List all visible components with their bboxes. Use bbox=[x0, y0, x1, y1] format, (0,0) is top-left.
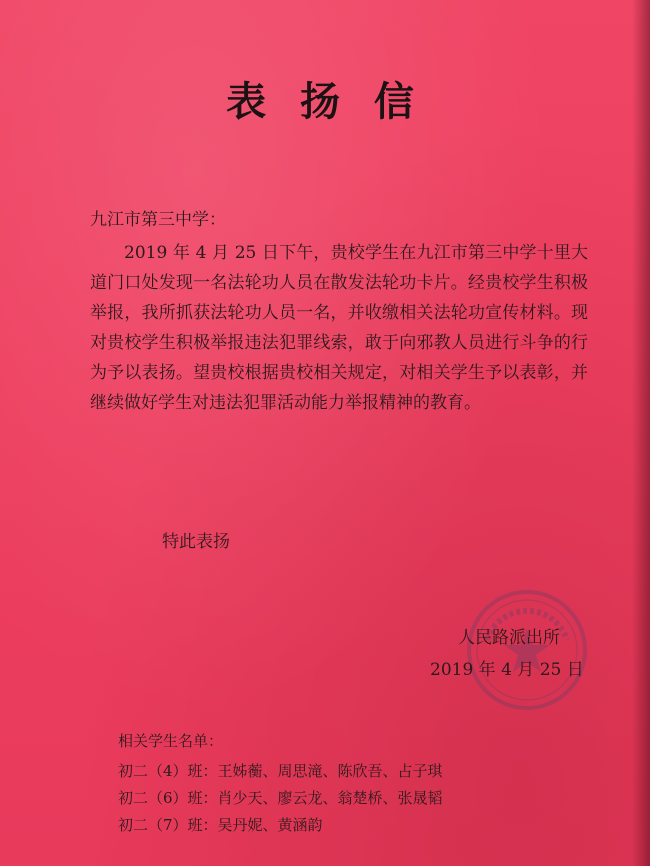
student-class-row: 初二（6）班：肖少天、廖云龙、翁楚桥、张晟韬 bbox=[118, 789, 443, 807]
letter-body: 2019 年 4 月 25 日下午，贵校学生在九江市第三中学十里大道门口处发现一名法轮功人员在散发法轮功卡片。经贵校学生积极举报，我所抓获法轮功人员一名，并收缴相关法轮功宣传材料。现对贵校学生积极举报违法犯罪线索，敢于向邪教人员进行斗争的行为予以表扬。望贵校根据贵校相关规定，对相关学生予以表彰，并继续做好学生对违法犯罪活动能力举报精神的教育。 bbox=[90, 243, 588, 413]
letter-salutation: 九江市第三中学： bbox=[90, 210, 226, 230]
signer-organization: 人民路派出所 bbox=[458, 628, 560, 648]
letter-closing: 特此表扬 bbox=[162, 532, 230, 552]
official-seal-stamp bbox=[462, 585, 592, 715]
letter-date: 2019 年 4 月 25 日 bbox=[430, 660, 584, 680]
student-class-row: 初二（7）班：吴丹妮、黄涵韵 bbox=[118, 816, 323, 834]
students-list-heading: 相关学生名单： bbox=[118, 732, 224, 750]
letter-title: 表 扬 信 bbox=[226, 78, 424, 125]
student-class-row: 初二（4）班：王姊蘅、周思滝、陈欣吾、占子琪 bbox=[118, 762, 443, 780]
